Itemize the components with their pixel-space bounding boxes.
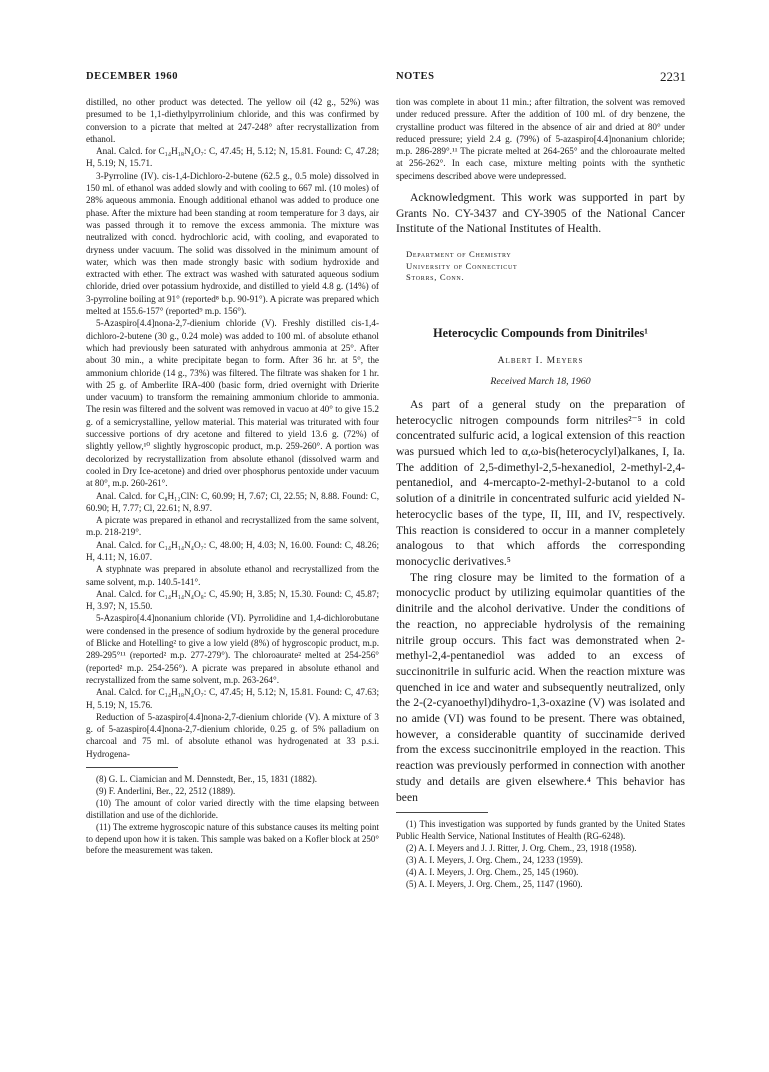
paragraph: The ring closure may be limited to the formation of a monocyclic product by utilizing equimolar quantities of the dinitrile and the alcohol derivative. Under the conditions of the reaction, no appreciable hydrolysis of the remaining nitrile group occurs. This fact was demonstrated when 2-methyl-2,4-pentanediol was added to an excess of succinonitrile in sulfuric acid. When the reaction mixture was quenched in ice and water and subsequently neutralized, only the 2-(2-cyanoethyl)dihydro-1,3-oxazine (V) was isolated and no amide (VI) was found to be present. There was obtained, however, a considerable quantity of succinamide derived from the excess succinonitrile employed in the reaction. This reaction was previously performed in connection with another study and details are given elsewhere.⁴ This behavior has been	[396, 570, 685, 804]
footnote: (2) A. I. Meyers and J. J. Ritter, J. Org. Chem., 23, 1918 (1958).	[406, 843, 637, 854]
paragraph: Reduction of 5-azaspiro[4.4]nona-2,7-dienium chloride (V). A mixture of 3 g. of 5-azaspiro[4.4]nona-2,7-dienium chloride, 0.25 g. of 5% palladium on charcoal and 75 ml. of absolute ethanol was hydrogenated at 33 p.s.i. Hydrogena-	[86, 711, 379, 759]
paragraph: 5-Azaspiro[4.4]nonanium chloride (VI). Pyrrolidine and 1,4-dichlorobutane were condensed in the presence of sodium hydroxide by the general procedure of Blicke and Hotelling² to give a low yield (8%) of hygroscopic product, m.p. 289-295°¹¹ (reported² m.p. 277-279°). The chloroaurate² melted at 254-256° (reported² m.p. 254-256°). A picrate was prepared in absolute ethanol and recrystallized from the same solvent, m.p. 263-264°.	[86, 613, 379, 685]
received-date: Received March 18, 1960	[490, 375, 591, 387]
affiliation-line: Storrs, Conn.	[406, 272, 465, 283]
footnote: (4) A. I. Meyers, J. Org. Chem., 25, 145 (1960).	[406, 866, 579, 877]
paragraph: 3-Pyrroline (IV). cis-1,4-Dichloro-2-butene (62.5 g., 0.5 mole) dissolved in 150 ml. of ethanol was added slowly and with cooling to 667 ml. (10 moles) of 28% aqueous ammonia. Enough additional ethanol was added to produce one phase. After the mixture had been standing at room temperature for 3 days, air was passed through it to remove the excess ammonia. The mixture was neutralized with concd. hydrochloric acid, with cooling, and evaporated to dryness under vacuum. The solid was dissolved in the minimum amount of water, which was then made strongly basic with sodium hydroxide and extracted with ether. The extract was washed with saturated aqueous sodium chloride, dried over potassium hydroxide, and distilled to yield 4.8 g. (14%) of 3-pyrroline boiling at 91° (reported⁸ b.p. 90-91°). A picrate was prepared which melted at 155.6-157° (reported⁹ m.p. 156°).	[86, 170, 379, 317]
article-body	[396, 397, 685, 805]
paragraph: As part of a general study on the preparation of heterocyclic nitrogen compounds form nitriles²⁻⁵ in cold concentrated sulfuric acid, a logical extension of this reaction was pursued which led to α,ω-bis(heterocyclyl)alkanes, I, Ia. The addition of 2,5-dimethyl-2,5-hexanediol, 2-methyl-2,4-pentanediol, and 4-mercapto-2-methyl-2-butanol to a cold solution of a dinitrile in concentrated sulfuric acid yielded N-heterocyclic bases of the type, II, III, and IV, respectively. This reaction is considered to occur in a manner completely analogous to that which affords the corresponding monocyclic derivatives.⁵	[396, 397, 685, 568]
affiliation	[406, 249, 685, 284]
footnotes-left	[86, 774, 379, 857]
acknowledgment-block	[396, 190, 685, 237]
left-column	[86, 96, 379, 1056]
paragraph: Anal. Calcd. for C₁₄H₁₈N₄O₇: C, 47.45; H, 5.12; N, 15.81. Found: C, 47.28; H, 5.19; N, 15.71.	[86, 146, 379, 169]
article-title: Heterocyclic Compounds from Dinitriles¹	[433, 325, 648, 340]
paragraph: distilled, no other product was detected. The yellow oil (42 g., 52%) was presumed to be 1,1-diethylpyrrolinium chloride, and this was confirmed by conversion to a picrate that melted at 247-248° after recrystallization from ethanol.	[86, 97, 379, 144]
footnote-divider	[396, 812, 488, 813]
experimental-section	[86, 96, 379, 760]
footnote: (9) F. Anderlini, Ber., 22, 2512 (1889).	[96, 785, 236, 796]
footnotes-right	[396, 819, 685, 890]
right-column	[396, 96, 685, 1056]
running-header-section: NOTES	[396, 71, 435, 82]
footnote: (10) The amount of color varied directly with the time elapsing between distillation and use of the dichloride.	[86, 797, 379, 820]
footnote-divider	[86, 767, 178, 768]
footnote: (1) This investigation was supported by funds granted by the United States Public Health Service, National Institutes of Health (RG-6248).	[396, 819, 685, 842]
footnote: (11) The extreme hygroscopic nature of this substance causes its melting point to depend upon how it is taken. This sample was baked on a Kofler block at 250° before the measurement was taken.	[86, 821, 379, 856]
footnote: (3) A. I. Meyers, J. Org. Chem., 24, 1233 (1959).	[406, 854, 583, 865]
paragraph: A picrate was prepared in ethanol and recrystallized from the same solvent, m.p. 218-219°.	[86, 515, 379, 538]
paragraph: Anal. Calcd. for C₁₄H₁₄N₄O₇: C, 48.00; H, 4.03; N, 16.00. Found: C, 48.26; H, 4.11; N, 16.07.	[86, 539, 379, 562]
affiliation-line: Department of Chemistry	[406, 249, 512, 260]
paragraph: tion was complete in about 11 min.; after filtration, the solvent was removed under reduced pressure. After the addition of 100 ml. of dry benzene, the crystalline product was filtered in the absence of air and dried at 80° under reduced pressure; yield 2.4 g. (79%) of 5-azaspiro[4.4]nonanium chloride; m.p. 286-289°.¹¹ The picrate melted at 264-265° and the chloroaurate melted at 256-262°. In each case, mixture melting points with the synthetic specimens described above were undepressed.	[396, 97, 685, 181]
affiliation-line: University of Connecticut	[406, 260, 518, 271]
paragraph: 5-Azaspiro[4.4]nona-2,7-dienium chloride (V). Freshly distilled cis-1,4-dichloro-2-butene (30 g., 0.24 mole) was added to 100 ml. of absolute ethanol which had previously been saturated with anhydrous ammonia at 25°. After about 30 min., a white precipitate began to form. After 36 hr. at 5°, the ammonium chloride (14 g., 73%) was filtered. The filtrate was shaken for 1 hr. with 25 g. of Amberlite IRA-400 (basic form, dried overnight with Drierite under vacuum) to transform the remaining ammonium chloride to ammonia. The resin was filtered and the solvent was removed in vacuo at 40° to give 15.2 g. of a semicrystalline, yellow material. This material was triturated with four successive portions of dry acetone and filtered to yield 13.6 g. (72%) of slightly yellow,¹⁰ slightly hygroscopic product, m.p. 259-260°. A portion was decolorized by recrystallization from absolute ethanol (dissolved warm and cooled in Dry Ice-acetone) and dried over phosphorus pentoxide under vacuum at 80°, m.p. 260-261°.	[86, 318, 379, 489]
paragraph: Anal. Calcd. for C₈H₁₂ClN: C, 60.99; H, 7.67; Cl, 22.55; N, 8.88. Found: C, 60.90; H, 7.77; Cl, 22.61; N, 8.97.	[86, 490, 379, 513]
page-number: 2231	[660, 69, 686, 84]
paragraph: Anal. Calcd. for C₁₄H₁₄N₄O₈: C, 45.90; H, 3.85; N, 15.30. Found: C, 45.87; H, 3.97; N, 15.50.	[86, 588, 379, 612]
paragraph: A styphnate was prepared in absolute ethanol and recrystallized from the same solvent, m.p. 140.5-141°.	[86, 564, 379, 587]
article-author: Albert I. Meyers	[497, 354, 584, 366]
acknowledgment: Acknowledgment. This work was supported in part by Grants No. CY-3437 and CY-3905 of the National Cancer Institute of the National Institutes of Health.	[396, 191, 685, 236]
paragraph: Anal. Calcd. for C₁₄H₁₈N₄O₇: C, 47.45; H, 5.12; N, 15.81. Found: C, 47.63; H, 5.19; N, 15.76.	[86, 687, 379, 710]
running-header-date: DECEMBER 1960	[86, 71, 179, 82]
footnote: (5) A. I. Meyers, J. Org. Chem., 25, 1147 (1960).	[406, 878, 583, 889]
experimental-continuation	[396, 96, 685, 182]
footnote: (8) G. L. Ciamician and M. Dennstedt, Ber., 15, 1831 (1882).	[96, 774, 317, 785]
